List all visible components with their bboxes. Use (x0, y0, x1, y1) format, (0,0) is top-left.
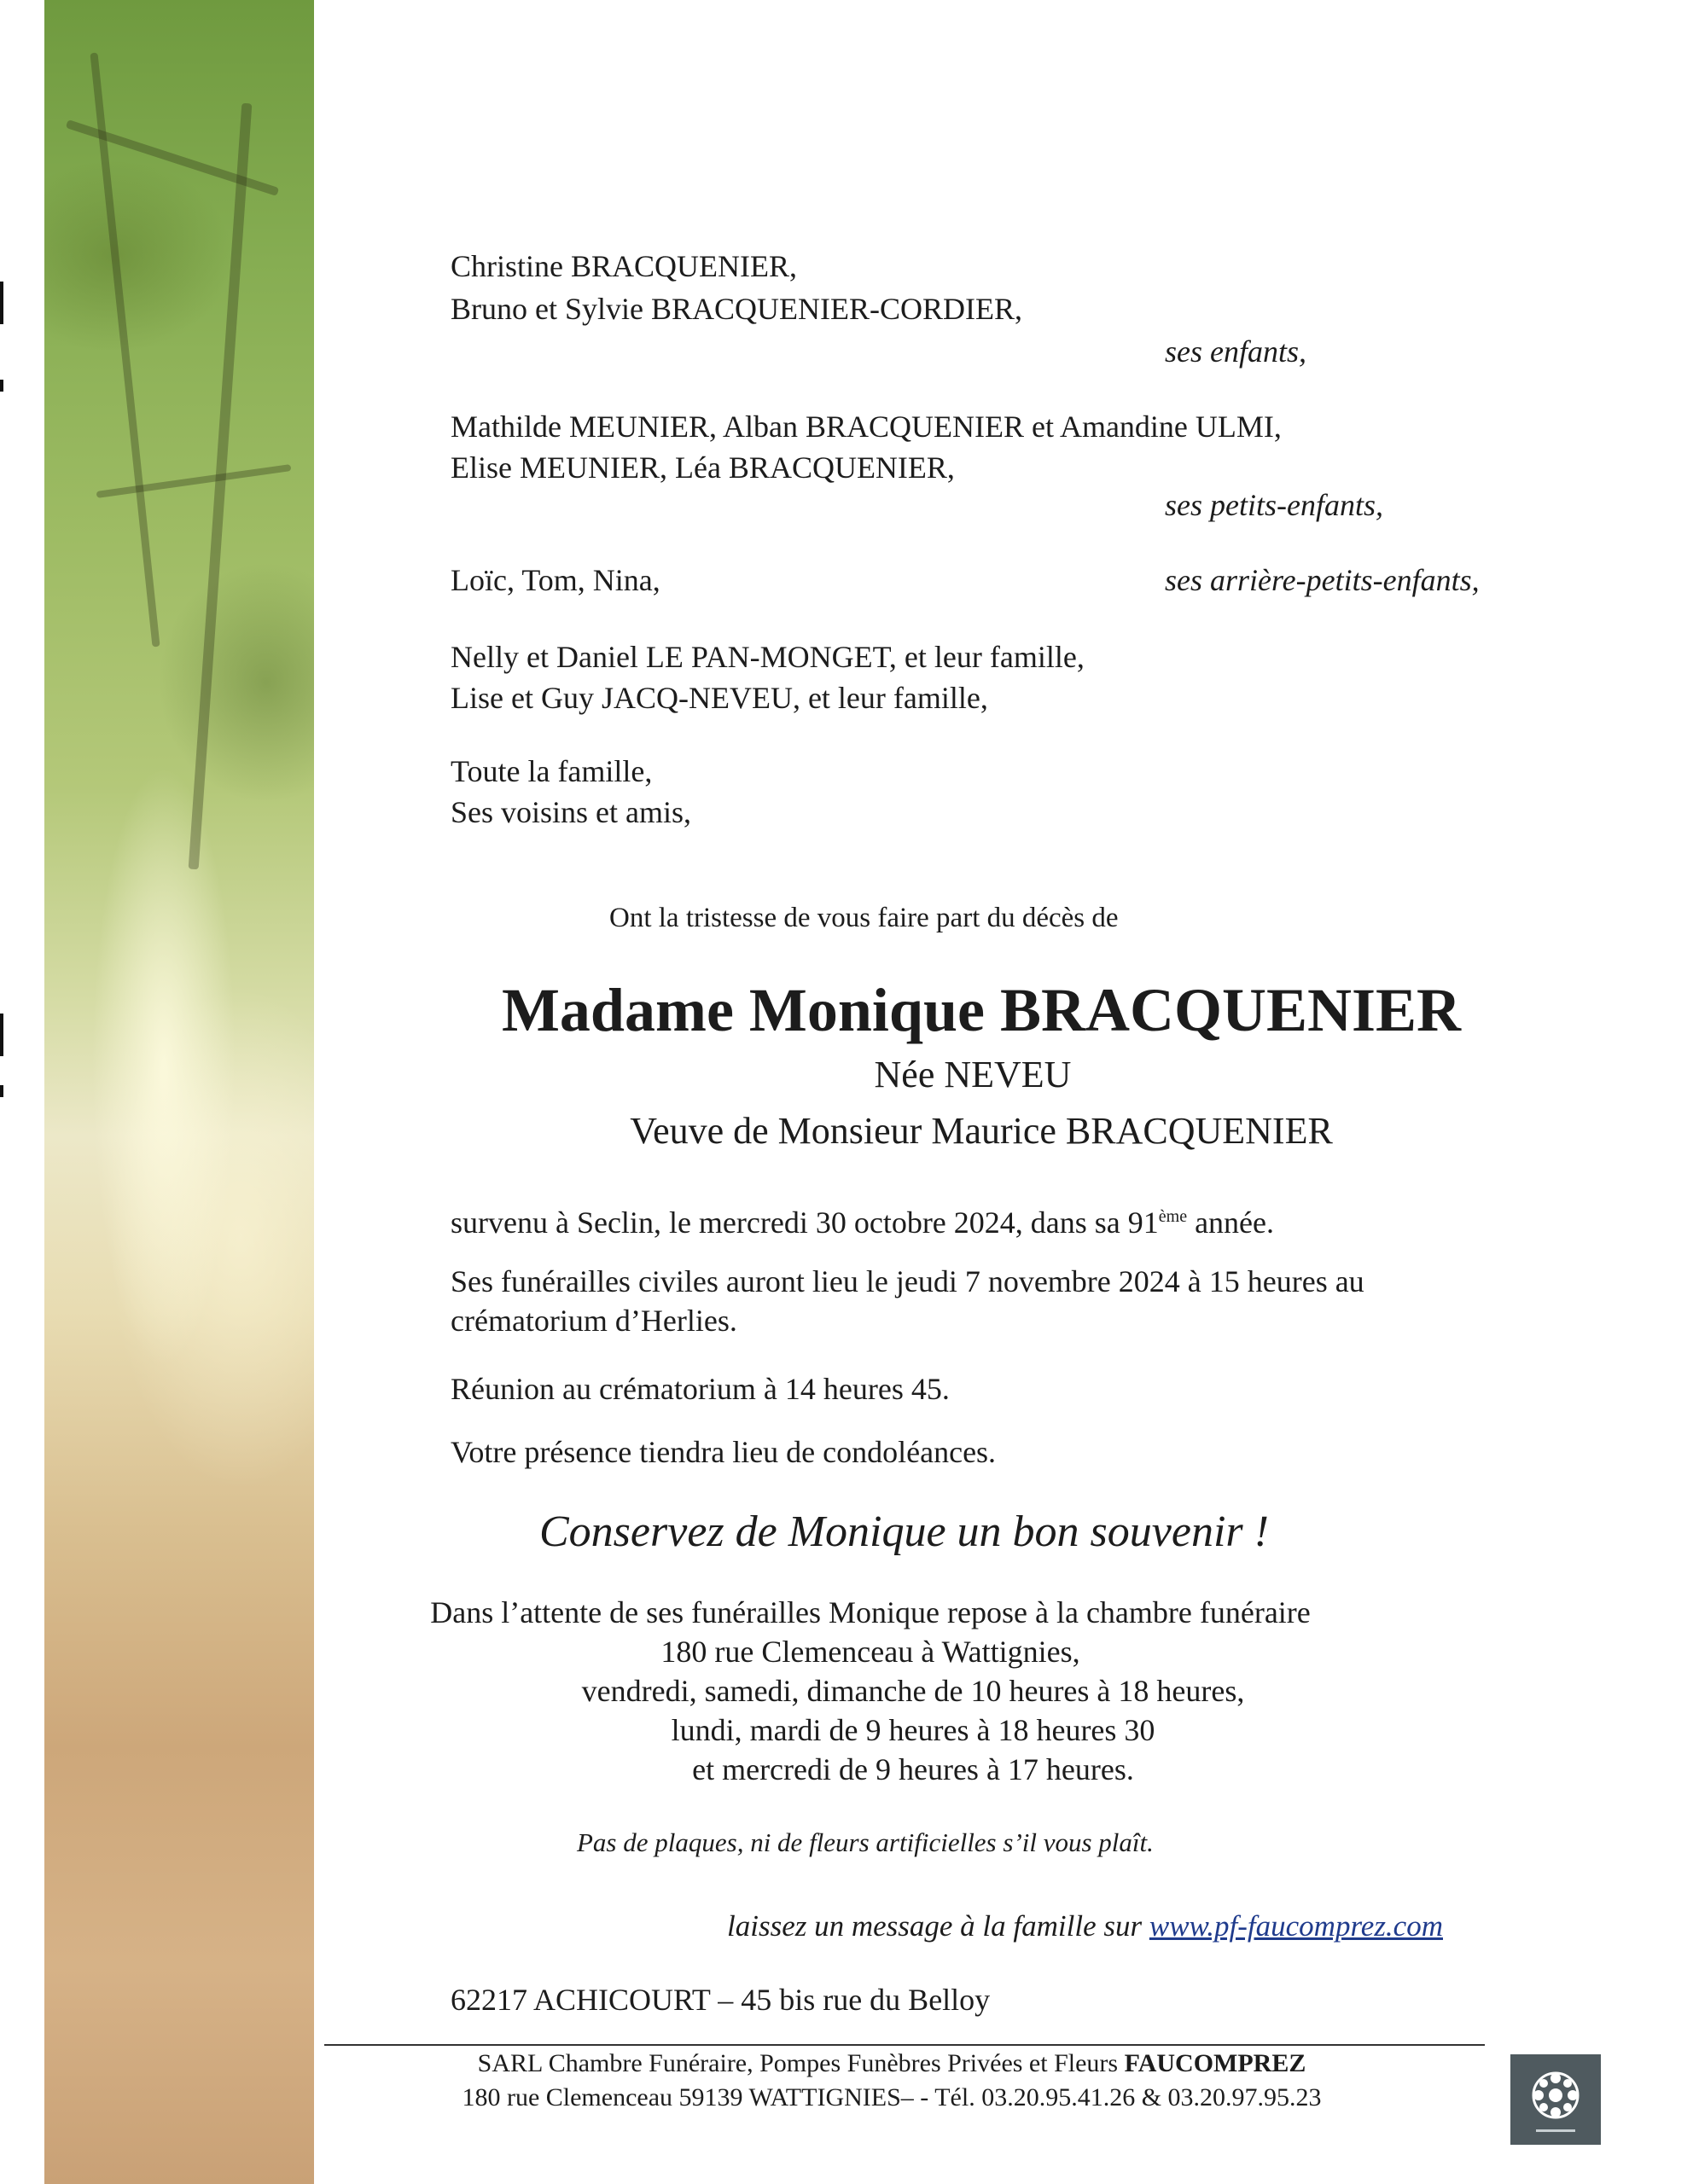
funeral-line-1: Ses funérailles civiles auront lieu le jeudi 7 novembre 2024 à 15 heures au (451, 1264, 1364, 1298)
no-flowers-note: Pas de plaques, ni de fleurs artificielles s’il vous plaît. (577, 1827, 1154, 1857)
death-text: survenu à Seclin, le mercredi 30 octobre 2024, dans sa 91 (451, 1205, 1159, 1240)
scan-edge-mark (0, 1014, 3, 1056)
footer-company-prefix: SARL Chambre Funéraire, Pompes Funèbres Privées et Fleurs (477, 2049, 1125, 2077)
visitation-line-5: et mercredi de 9 heures à 17 heures. (692, 1752, 1134, 1786)
deceased-name: Madame Monique BRACQUENIER (501, 976, 1462, 1044)
company-logo (1510, 2054, 1601, 2145)
great-grandchildren-line: Loïc, Tom, Nina, (451, 563, 660, 597)
message-text: laissez un message à la famille sur (727, 1909, 1149, 1943)
grandchildren-line-2: Elise MEUNIER, Léa BRACQUENIER, (451, 450, 955, 485)
forest-photo-strip (44, 0, 314, 2184)
funeral-line-2: crématorium d’Herlies. (451, 1304, 737, 1338)
widow-of: Veuve de Monsieur Maurice BRACQUENIER (630, 1110, 1333, 1152)
condolences-line: Votre présence tiendra lieu de condoléances. (451, 1435, 997, 1469)
motto: Conservez de Monique un bon souvenir ! (539, 1507, 1269, 1556)
meeting-line: Réunion au crématorium à 14 heures 45. (451, 1372, 950, 1406)
children-line-1: Christine BRACQUENIER, (451, 249, 798, 283)
website-link[interactable]: www.pf-faucomprez.com (1149, 1909, 1443, 1943)
scan-edge-mark (0, 282, 3, 324)
visitation-line-1: Dans l’attente de ses funérailles Monique repose à la chambre funéraire (430, 1595, 1311, 1629)
visitation-line-2: 180 rue Clemenceau à Wattignies, (660, 1635, 1080, 1669)
footer-rule (324, 2044, 1485, 2046)
grandchildren-relation: ses petits-enfants, (1165, 488, 1383, 522)
maiden-name: Née NEVEU (874, 1054, 1072, 1095)
scan-edge-mark (0, 380, 3, 392)
scan-edge-mark (0, 1085, 3, 1097)
flower-logo-icon (1510, 2054, 1601, 2145)
others-line-1: Toute la famille, (451, 754, 653, 788)
address-line: 62217 ACHICOURT – 45 bis rue du Belloy (451, 1983, 991, 2017)
others-line-2: Ses voisins et amis, (451, 795, 692, 829)
great-grandchildren-relation: ses arrière-petits-enfants, (1165, 563, 1480, 597)
visitation-line-3: vendredi, samedi, dimanche de 10 heures à 18 heures, (581, 1674, 1245, 1708)
footer-company-name: FAUCOMPREZ (1124, 2049, 1306, 2077)
footer-company-line (401, 2048, 1382, 2080)
message-line (727, 1908, 1443, 1945)
children-relation: ses enfants, (1165, 334, 1306, 369)
grandchildren-line-1: Mathilde MEUNIER, Alban BRACQUENIER et Amandine ULMI, (451, 410, 1282, 444)
death-line (451, 1198, 1274, 1241)
family-line-2: Lise et Guy JACQ-NEVEU, et leur famille, (451, 681, 988, 715)
announcement: Ont la tristesse de vous faire part du décès de (609, 903, 1119, 933)
death-superscript: ème (1158, 1207, 1188, 1226)
children-line-2: Bruno et Sylvie BRACQUENIER-CORDIER, (451, 292, 1022, 326)
family-line-1: Nelly et Daniel LE PAN-MONGET, et leur famille, (451, 640, 1085, 674)
death-text-end: année. (1187, 1205, 1275, 1240)
visitation-line-4: lundi, mardi de 9 heures à 18 heures 30 (671, 1713, 1155, 1747)
footer-contact-line: 180 rue Clemenceau 59139 WATTIGNIES– - Tél. 03.20.95.41.26 & 03.20.97.95.23 (462, 2083, 1322, 2111)
